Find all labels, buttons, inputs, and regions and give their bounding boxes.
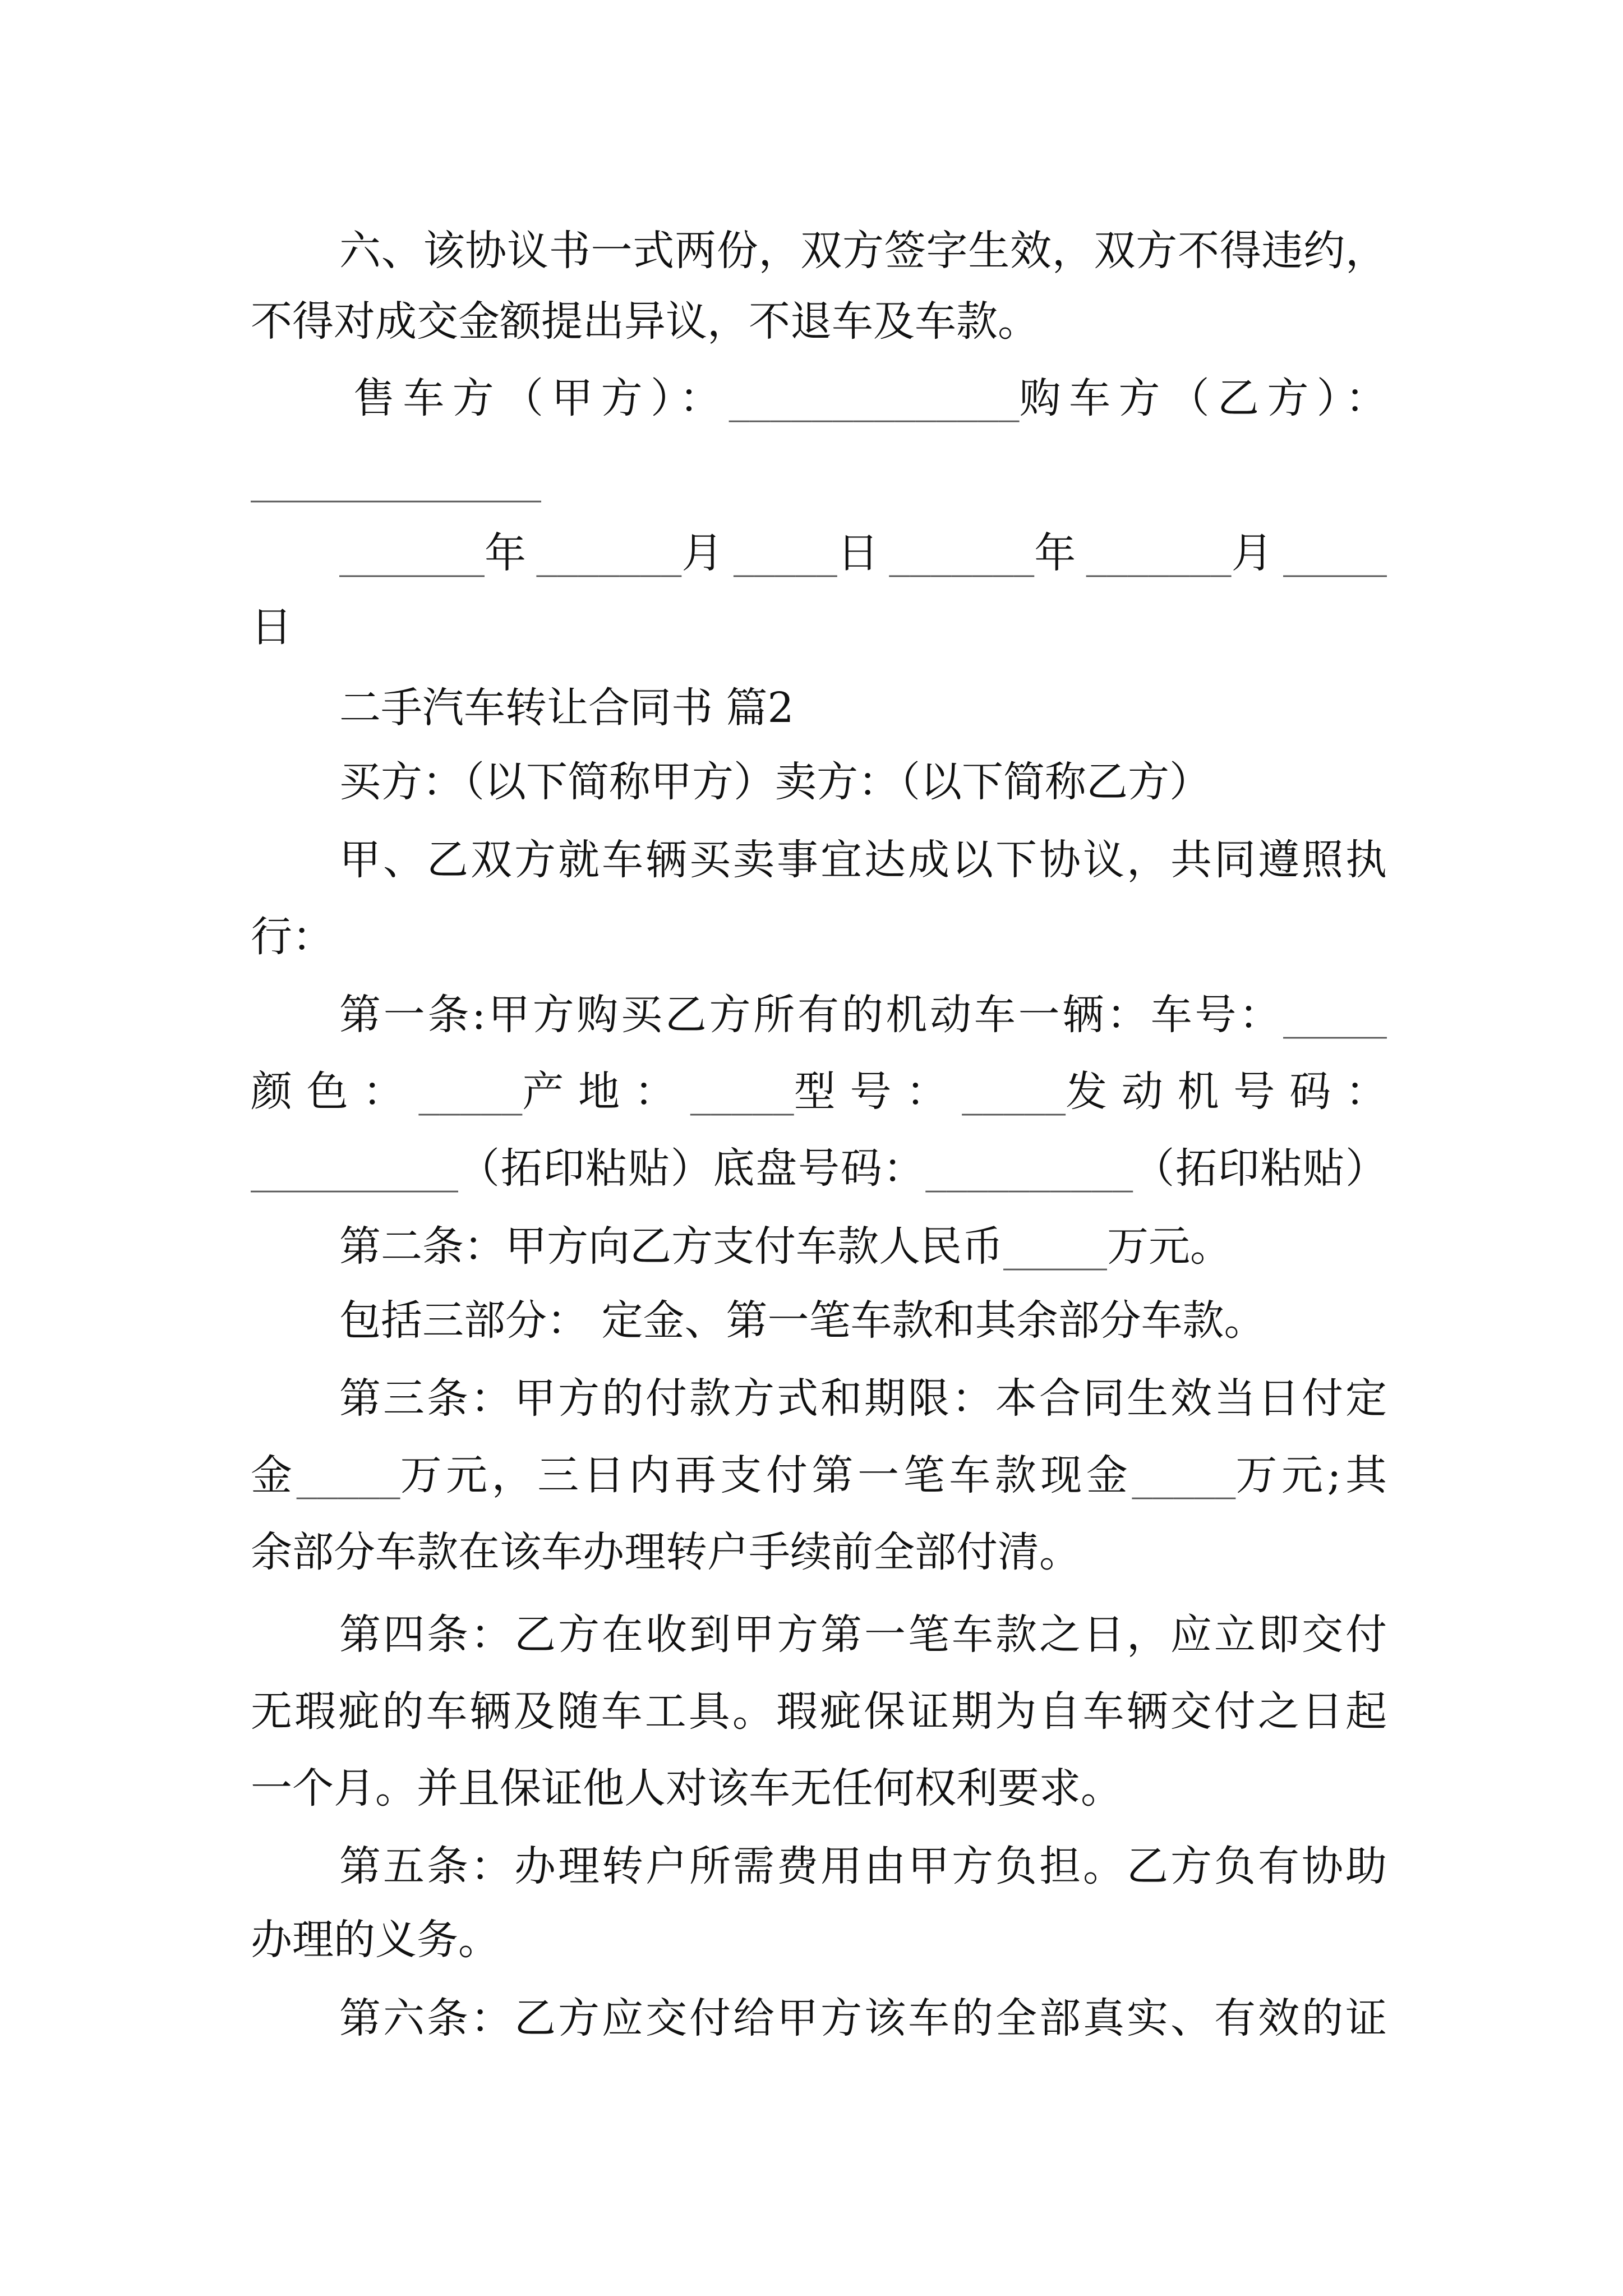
text-run: 万元，三日内再支付第一笔车款现金 — [400, 1451, 1132, 1499]
text-run: 售车方（甲方）： — [353, 374, 729, 422]
text-run: 不得对成交金额提出异议，不退车及车款。 — [251, 297, 1039, 346]
blank-underline: _______ — [536, 529, 682, 577]
text-line — [251, 910, 334, 964]
article-5-line — [339, 1839, 1389, 1893]
blank-underline: _____ — [1003, 1222, 1107, 1271]
blank-underline: _____ — [1283, 991, 1387, 1039]
text-run: 产地： — [522, 1068, 690, 1116]
blank-underline: _____ — [1283, 529, 1387, 577]
text-run: 万元;其 — [1235, 1451, 1391, 1499]
text-line — [251, 1448, 1391, 1502]
text-run: 颜色： — [251, 1068, 419, 1116]
text-run: 甲、乙双方就车辆买卖事宜达成以下协议，共同遵照执 — [339, 836, 1389, 884]
text-run: 包括三部分： 定金、第一笔车款和其余部分车款。 — [339, 1296, 1266, 1345]
article-6-line — [339, 1991, 1389, 2045]
text-run: 日 — [837, 529, 889, 577]
section-heading — [339, 681, 794, 735]
blank-underline: _______ — [889, 529, 1035, 577]
signature-parties-line — [353, 371, 1395, 425]
text-line — [251, 295, 1039, 348]
text-line — [339, 224, 1387, 278]
text-run: 日 — [251, 603, 292, 651]
text-line — [251, 1685, 1389, 1738]
text-run: 年 — [485, 529, 537, 577]
text-run: 第三条：甲方的付款方式和期限：本合同生效当日付定 — [339, 1374, 1389, 1423]
text-run: 第六条：乙方应交付给甲方该车的全部真实、有效的证 — [339, 1994, 1389, 2042]
text-run: 第二条：甲方向乙方支付车款人民币 — [339, 1222, 1003, 1271]
text-run: （拓印粘贴） — [1133, 1144, 1388, 1193]
blank-underline: _______ — [339, 529, 485, 577]
text-line — [339, 1294, 1266, 1347]
text-run: 万元。 — [1107, 1222, 1232, 1271]
text-line — [251, 600, 292, 654]
text-run: 买方：（以下简称甲方）卖方：（以下简称乙方） — [339, 758, 1211, 806]
text-run: 月 — [1231, 529, 1284, 577]
text-line — [251, 1142, 1388, 1195]
article-2-line — [339, 1220, 1232, 1273]
article-1-line — [339, 988, 1387, 1042]
text-run: 第五条：办理转户所需费用由甲方负担。乙方负有协助 — [339, 1842, 1389, 1890]
text-run: 年 — [1034, 529, 1086, 577]
text-run: 二手汽车转让合同书 篇2 — [339, 684, 794, 732]
blank-underline: ______________ — [251, 454, 541, 503]
text-line — [339, 833, 1389, 887]
text-run: 办理的义务。 — [251, 1916, 500, 1964]
text-run: 型号： — [794, 1068, 962, 1116]
text-run: （拓印粘贴）底盘号码： — [458, 1144, 926, 1193]
article-3-line — [339, 1372, 1389, 1425]
signature-blank-line — [251, 452, 541, 505]
blank-underline: _____ — [418, 1068, 523, 1116]
text-line — [251, 1525, 1081, 1579]
text-run: 发动机号码： — [1066, 1068, 1401, 1116]
parties-line — [339, 755, 1211, 809]
blank-underline: ______________ — [728, 374, 1020, 422]
text-line — [251, 1913, 500, 1967]
blank-underline: _____ — [1132, 1451, 1236, 1499]
text-line — [251, 1761, 1122, 1815]
text-run: 第一条:甲方购买乙方所有的机动车一辆：车号： — [339, 991, 1283, 1039]
blank-underline: _____ — [962, 1068, 1066, 1116]
text-run: 无瑕疵的车辆及随车工具。瑕疵保证期为自车辆交付之日起 — [251, 1687, 1390, 1736]
blank-underline: _____ — [296, 1451, 400, 1499]
text-line — [251, 1065, 1401, 1119]
article-4-line — [339, 1608, 1389, 1662]
text-run: 第四条：乙方在收到甲方第一笔车款之日，应立即交付 — [339, 1611, 1389, 1659]
blank-underline: _______ — [1086, 529, 1232, 577]
blank-underline: __________ — [925, 1144, 1133, 1193]
blank-underline: _____ — [733, 529, 837, 577]
text-run: 一个月。并且保证他人对该车无任何权利要求。 — [251, 1764, 1122, 1812]
blank-underline: __________ — [251, 1144, 458, 1193]
text-run: 购车方（乙方）： — [1019, 374, 1395, 422]
date-blank-line — [339, 526, 1387, 580]
text-run: 月 — [681, 529, 734, 577]
text-run: 行： — [251, 913, 334, 961]
text-run: 余部分车款在该车办理转户手续前全部付清。 — [251, 1528, 1081, 1576]
text-run: 金 — [251, 1451, 297, 1499]
blank-underline: _____ — [690, 1068, 794, 1116]
text-run: 六、该协议书一式两份，双方签字生效，双方不得违约， — [339, 227, 1387, 275]
